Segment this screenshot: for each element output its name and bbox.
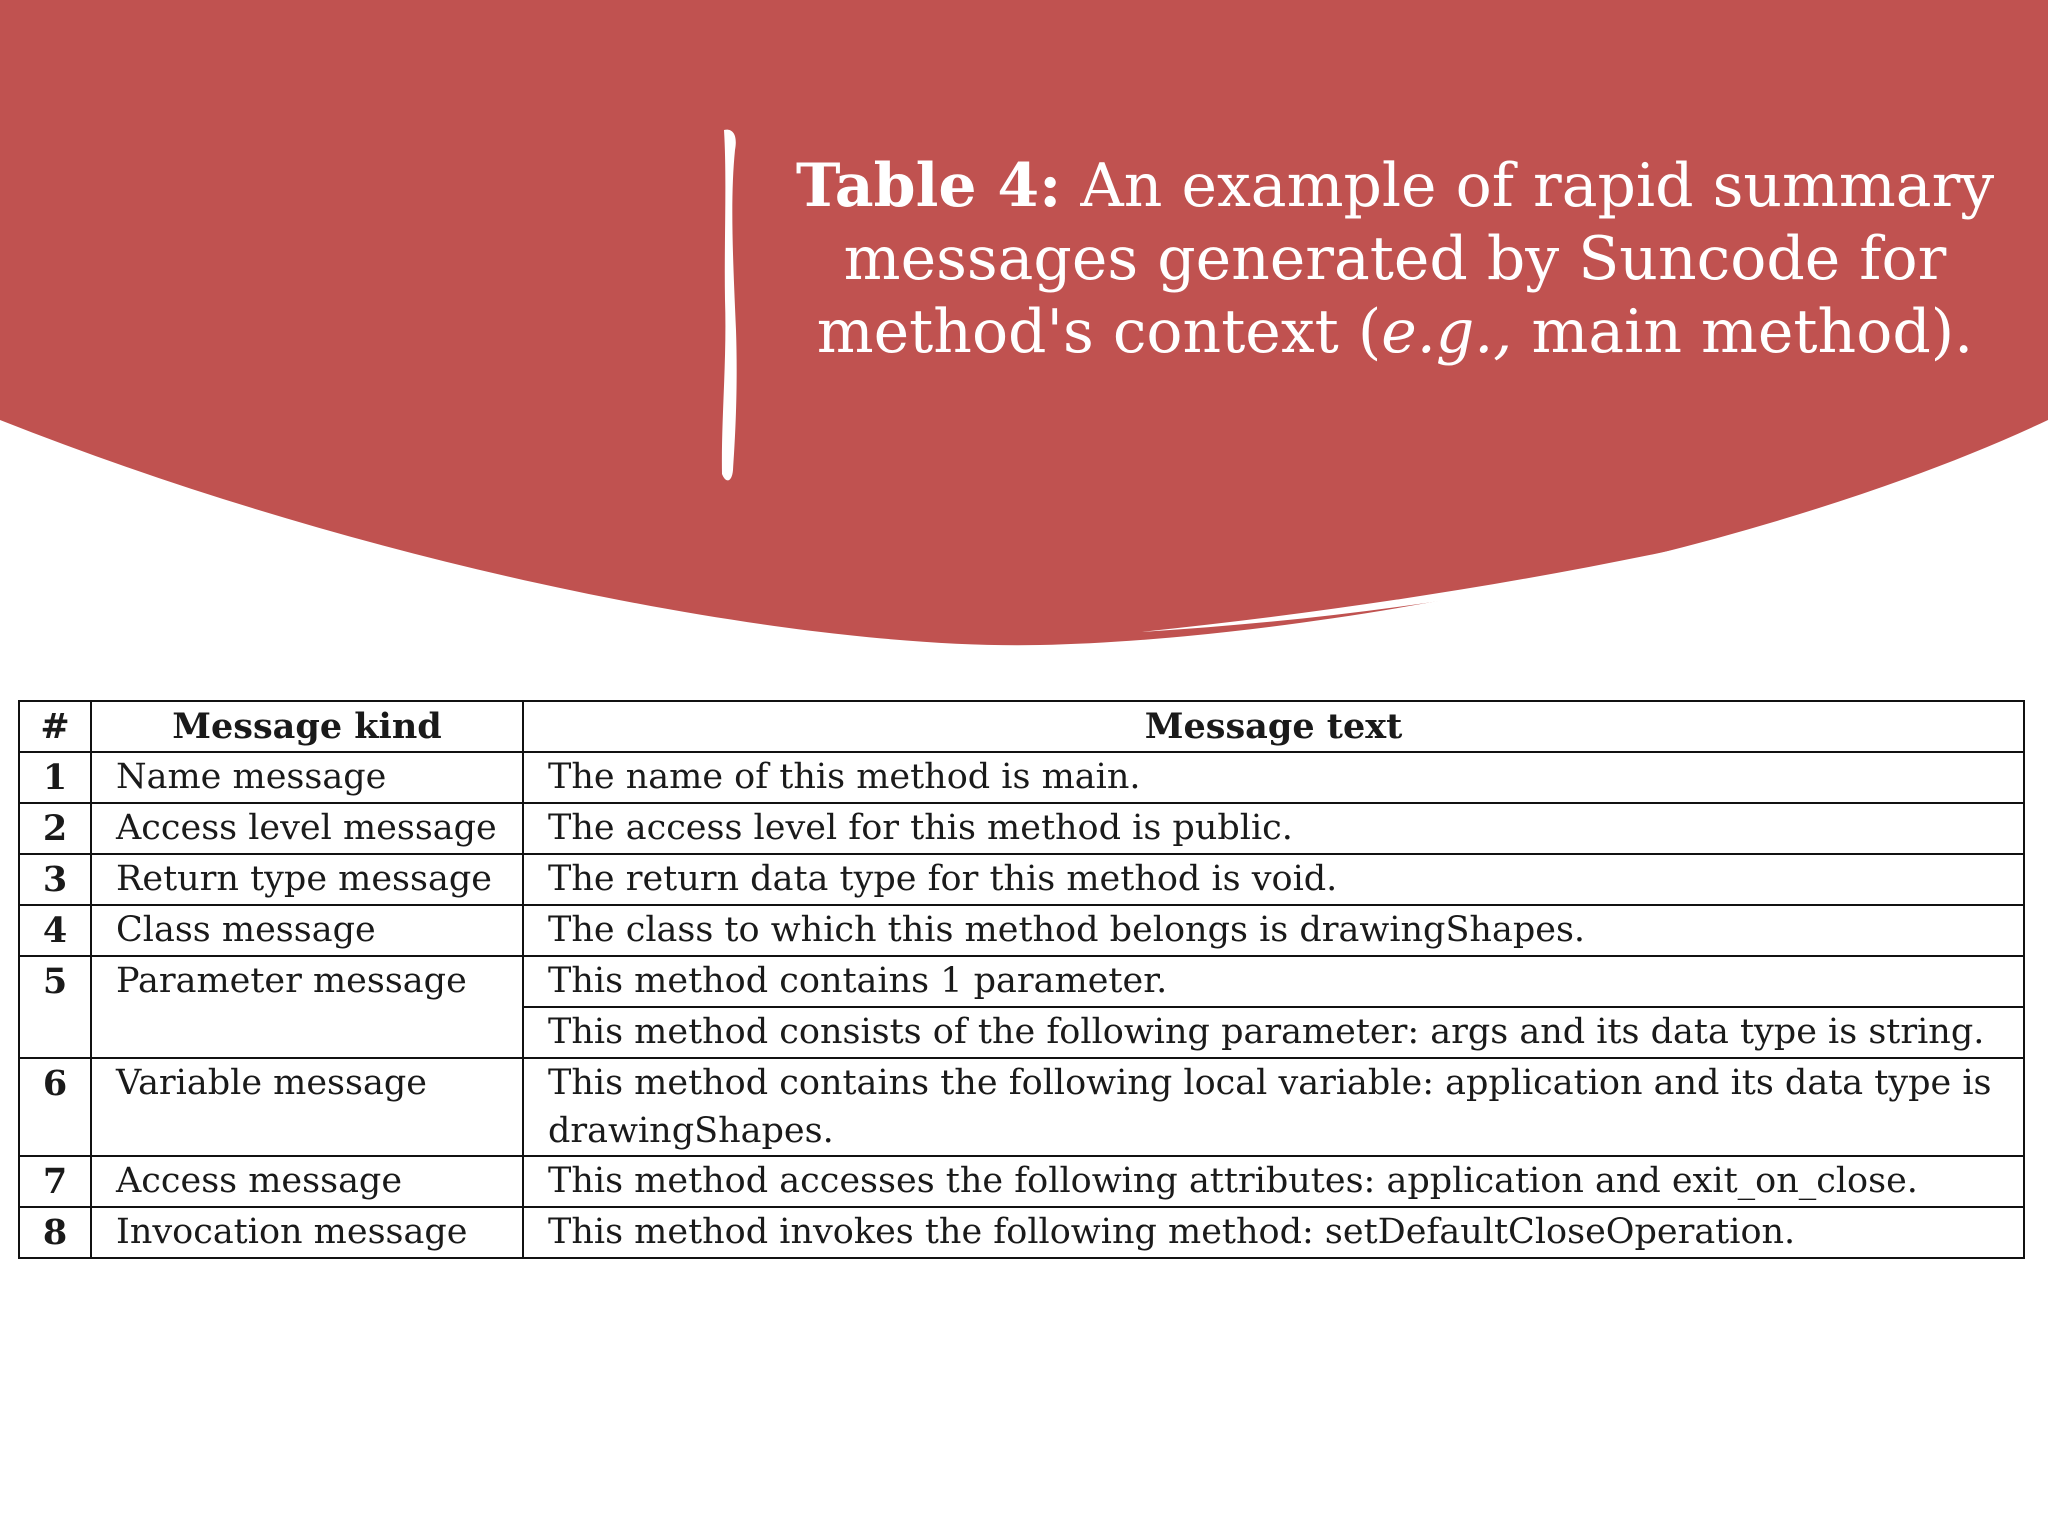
message-kind: Invocation message: [91, 1207, 523, 1258]
message-text: The access level for this method is public.: [523, 803, 2024, 854]
header-number: #: [19, 701, 91, 752]
table-caption: [780, 150, 2010, 369]
message-kind: Parameter message: [91, 956, 523, 1058]
caption-label: Table 4:: [795, 151, 1062, 221]
row-number: 4: [19, 905, 91, 956]
table-row: [19, 1058, 2024, 1156]
message-text: This method contains 1 parameter.: [523, 956, 2024, 1007]
table-row: [19, 752, 2024, 803]
message-kind: Class message: [91, 905, 523, 956]
row-number: 3: [19, 854, 91, 905]
message-kind: Variable message: [91, 1058, 523, 1156]
message-kind: Access message: [91, 1156, 523, 1207]
table-row: [19, 854, 2024, 905]
message-table: [18, 700, 2025, 1259]
table-row: [19, 1156, 2024, 1207]
table-row: [19, 905, 2024, 956]
table-row: [19, 1207, 2024, 1258]
row-number: 1: [19, 752, 91, 803]
message-text: This method invokes the following method: setDefaultCloseOperation.: [523, 1207, 2024, 1258]
table-row: [19, 803, 2024, 854]
row-number: 8: [19, 1207, 91, 1258]
header-message-text: Message text: [523, 701, 2024, 752]
message-kind: Return type message: [91, 854, 523, 905]
row-number: 5: [19, 956, 91, 1058]
header-message-kind: Message kind: [91, 701, 523, 752]
caption-text-part1: An example of rapid summary messages generated by Suncode for method's context (: [816, 151, 1995, 367]
message-kind: Access level message: [91, 803, 523, 854]
message-text: This method consists of the following parameter: args and its data type is string.: [523, 1007, 2024, 1058]
row-number: 6: [19, 1058, 91, 1156]
message-text: The class to which this method belongs is drawingShapes.: [523, 905, 2024, 956]
message-text: This method contains the following local variable: application and its data type is drawingShapes.: [523, 1058, 2024, 1156]
message-text: The return data type for this method is void.: [523, 854, 2024, 905]
caption-italic: e.g.,: [1381, 297, 1513, 367]
message-text: The name of this method is main.: [523, 752, 2024, 803]
table-row: [19, 956, 2024, 1007]
message-text: This method accesses the following attributes: application and exit_on_close.: [523, 1156, 2024, 1207]
caption-text-part2: main method).: [1512, 297, 1974, 367]
table-header-row: [19, 701, 2024, 752]
row-number: 7: [19, 1156, 91, 1207]
message-kind: Name message: [91, 752, 523, 803]
row-number: 2: [19, 803, 91, 854]
